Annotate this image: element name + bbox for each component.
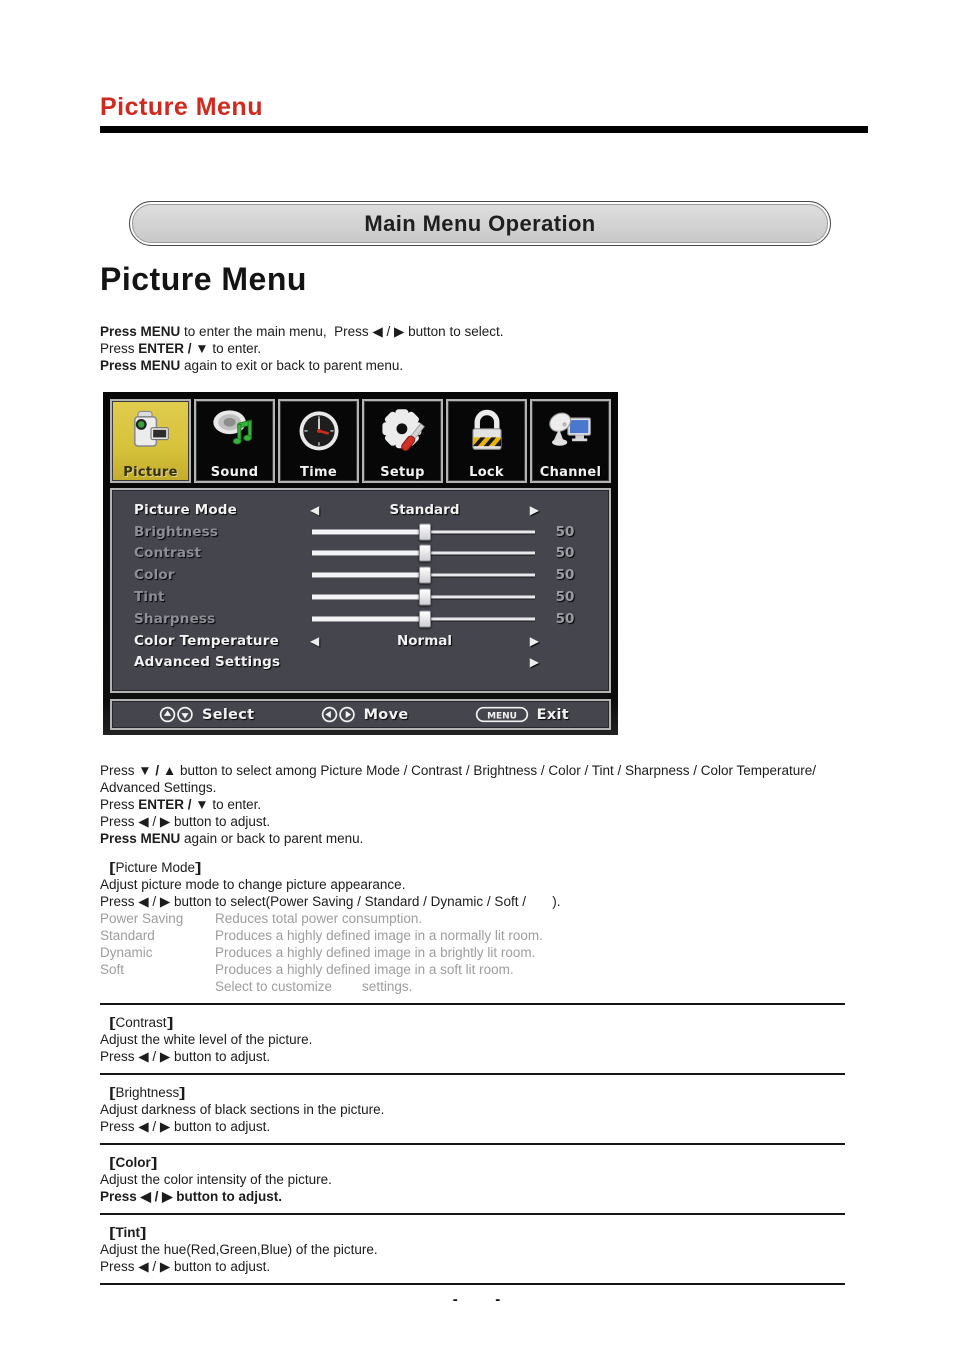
svg-text:MENU: MENU [486, 711, 517, 722]
mode-desc: Select to customize settings. [215, 979, 413, 994]
close-bracket: ] [140, 1225, 147, 1240]
slider-fill [312, 573, 425, 578]
section-divider [100, 1213, 845, 1215]
section-line: Adjust picture mode to change picture appearance. [100, 877, 406, 892]
open-bracket: [ [109, 1085, 116, 1100]
osd-slider-control [310, 521, 539, 543]
osd-row-color-temperature [134, 630, 591, 652]
osd-slider-control [310, 608, 539, 630]
osd-tab-label: Picture [123, 465, 178, 480]
osd-row-value: 50 [555, 589, 575, 606]
slider-fill [312, 595, 425, 600]
section-contrast [100, 1014, 845, 1065]
section-divider [100, 1073, 845, 1075]
slider-handle [419, 589, 431, 606]
slider-handle [419, 545, 431, 562]
right-arrow-icon: ▶ [529, 633, 539, 648]
osd-row-label: Sharpness [134, 610, 216, 627]
section-divider [100, 1003, 845, 1005]
slider-handle [419, 567, 431, 584]
osd-tab-time [278, 399, 359, 483]
close-bracket: ] [150, 1155, 158, 1170]
osd-tab-label: Time [300, 465, 337, 480]
section-heading: [Color] [109, 1155, 158, 1170]
osd-choice-control [310, 630, 539, 652]
gear-icon [377, 403, 429, 461]
mode-row [100, 944, 845, 961]
text-line: Press ENTER / ▼ to enter. [100, 797, 262, 812]
open-bracket: [ [109, 1015, 116, 1030]
osd-tab-label: Setup [380, 465, 425, 480]
section-line: Adjust the hue(Red,Green,Blue) of the picture. [100, 1242, 378, 1257]
tv-osd-screenshot [103, 392, 618, 735]
osd-tab-label: Channel [539, 465, 602, 480]
osd-footer-exit [474, 706, 569, 723]
osd-row-tint [134, 586, 591, 608]
left-right-arrows-icon [320, 706, 357, 723]
osd-footer-label: Move [363, 706, 409, 723]
after-osd-paragraph [100, 762, 875, 847]
osd-tab-sound [194, 399, 275, 483]
osd-footer-label: Exit [536, 706, 569, 723]
osd-slider-control [310, 564, 539, 586]
mode-desc: Reduces total power consumption. [215, 911, 423, 926]
page-top-heading: Picture Menu [100, 93, 263, 121]
left-arrow-icon: ◀ [310, 633, 320, 648]
osd-row-brightness [134, 521, 591, 543]
mode-desc: Produces a highly defined image in a soft lit room. [215, 962, 514, 977]
osd-tab-channel [530, 399, 611, 483]
section-line: Press ◀ / ▶ button to select(Power Saving / Standard / Dynamic / Soft / ). [100, 894, 561, 909]
section-brightness [100, 1084, 845, 1135]
channel-icon [545, 403, 597, 461]
section-divider [100, 1283, 845, 1285]
osd-footer-label: Select [202, 706, 255, 723]
osd-row-value: 50 [555, 545, 575, 562]
osd-tab-bar [110, 399, 611, 483]
section-line: Press ◀ / ▶ button to adjust. [100, 1259, 271, 1274]
osd-tab-setup [362, 399, 443, 483]
mode-name: Soft [100, 962, 125, 977]
slider-handle [419, 610, 431, 627]
section-tint [100, 1224, 845, 1275]
section-divider [100, 1143, 845, 1145]
osd-row-color [134, 564, 591, 586]
osd-row-label: Color Temperature [134, 632, 279, 649]
osd-slider-control [310, 586, 539, 608]
slider-fill [312, 616, 425, 621]
slider-handle [419, 523, 431, 540]
section-line: Press ◀ / ▶ button to adjust. [100, 1049, 271, 1064]
osd-row-value: 50 [555, 610, 575, 627]
text-line: Press ▼ / ▲ button to select among Picture Mode / Contrast / Brightness / Color / Tint / Sharpness / Color Temperature/ [100, 763, 817, 778]
lock-icon [461, 403, 513, 461]
osd-tab-lock [446, 399, 527, 483]
section-line: Adjust darkness of black sections in the picture. [100, 1102, 385, 1117]
camcorder-icon [125, 403, 177, 461]
mode-row [100, 910, 845, 927]
osd-menu-panel [110, 488, 611, 693]
mode-name [100, 978, 215, 995]
close-bracket: ] [179, 1085, 186, 1100]
osd-row-label: Picture Mode [134, 501, 238, 518]
mode-name: Dynamic [100, 945, 153, 960]
banner-label: Main Menu Operation [132, 204, 828, 243]
osd-choice-value: Normal [396, 632, 453, 649]
text-line: Press MENU again to exit or back to parent menu. [100, 358, 404, 373]
osd-choice-control [310, 499, 539, 521]
osd-footer-move [320, 706, 409, 723]
section-line: Adjust the white level of the picture. [100, 1032, 313, 1047]
slider-fill [312, 551, 425, 556]
osd-row-sharpness [134, 608, 591, 630]
osd-footer-select [158, 706, 254, 723]
open-bracket: [ [109, 860, 116, 875]
intro-paragraph [100, 323, 870, 374]
main-menu-operation-banner [129, 201, 831, 246]
open-bracket: [ [109, 1155, 116, 1170]
mode-name: Standard [100, 928, 155, 943]
section-heading: [Contrast] [109, 1015, 173, 1030]
speaker-icon [209, 403, 261, 461]
osd-choice-value: Standard [389, 501, 460, 518]
section-heading: [Tint] [109, 1225, 147, 1240]
osd-row-advanced-settings [134, 652, 591, 674]
mode-desc: Produces a highly defined image in a brightly lit room. [215, 945, 536, 960]
page-number: - - [452, 1291, 501, 1308]
left-arrow-icon: ◀ [310, 502, 320, 517]
description-sections [100, 859, 845, 1294]
heading-underline [100, 126, 868, 133]
osd-slider-control [310, 543, 539, 565]
text-line: Press ENTER / ▼ to enter. [100, 341, 262, 356]
osd-tab-label: Lock [469, 465, 504, 480]
osd-row-label: Brightness [134, 523, 219, 540]
osd-row-contrast [134, 543, 591, 565]
right-arrow-icon: ▶ [529, 502, 539, 517]
osd-row-label: Advanced Settings [134, 654, 281, 671]
text-line: Press ◀ / ▶ button to adjust. [100, 814, 271, 829]
mode-name: Power Saving [100, 911, 184, 926]
mode-row [100, 927, 845, 944]
picture-mode-table [100, 910, 845, 995]
text-line: Press MENU again or back to parent menu. [100, 831, 364, 846]
clock-icon [293, 403, 345, 461]
osd-row-label: Tint [134, 589, 165, 606]
osd-row-picture-mode [134, 499, 591, 521]
osd-tab-label: Sound [210, 465, 259, 480]
section-line: Press ◀ / ▶ button to adjust. [100, 1189, 283, 1204]
open-bracket: [ [109, 1225, 116, 1240]
up-down-arrows-icon [158, 706, 195, 723]
text-line: Press MENU to enter the main menu, Press ◀ / ▶ button to select. [100, 324, 504, 339]
osd-row-label: Contrast [134, 545, 202, 562]
osd-link-control [310, 652, 539, 674]
mode-desc: Produces a highly defined image in a normally lit room. [215, 928, 543, 943]
section-line: Press ◀ / ▶ button to adjust. [100, 1119, 271, 1134]
mode-row [100, 961, 845, 978]
menu-pill-icon [474, 706, 530, 723]
osd-row-label: Color [134, 567, 175, 584]
section-heading: [Picture Mode] [109, 860, 202, 875]
section-heading: [Brightness] [109, 1085, 186, 1100]
text-line: Advanced Settings. [100, 780, 217, 795]
osd-footer-bar [110, 699, 611, 730]
osd-row-value: 50 [555, 523, 575, 540]
section-line: Adjust the color intensity of the picture. [100, 1172, 332, 1187]
mode-row [100, 978, 845, 995]
section-picture-mode [100, 859, 845, 995]
picture-menu-heading: Picture Menu [100, 261, 307, 297]
slider-fill [312, 529, 425, 534]
osd-row-value: 50 [555, 567, 575, 584]
right-arrow-icon: ▶ [529, 655, 539, 670]
osd-tab-picture [110, 399, 191, 483]
close-bracket: ] [195, 860, 202, 875]
section-color [100, 1154, 845, 1205]
close-bracket: ] [166, 1015, 173, 1030]
